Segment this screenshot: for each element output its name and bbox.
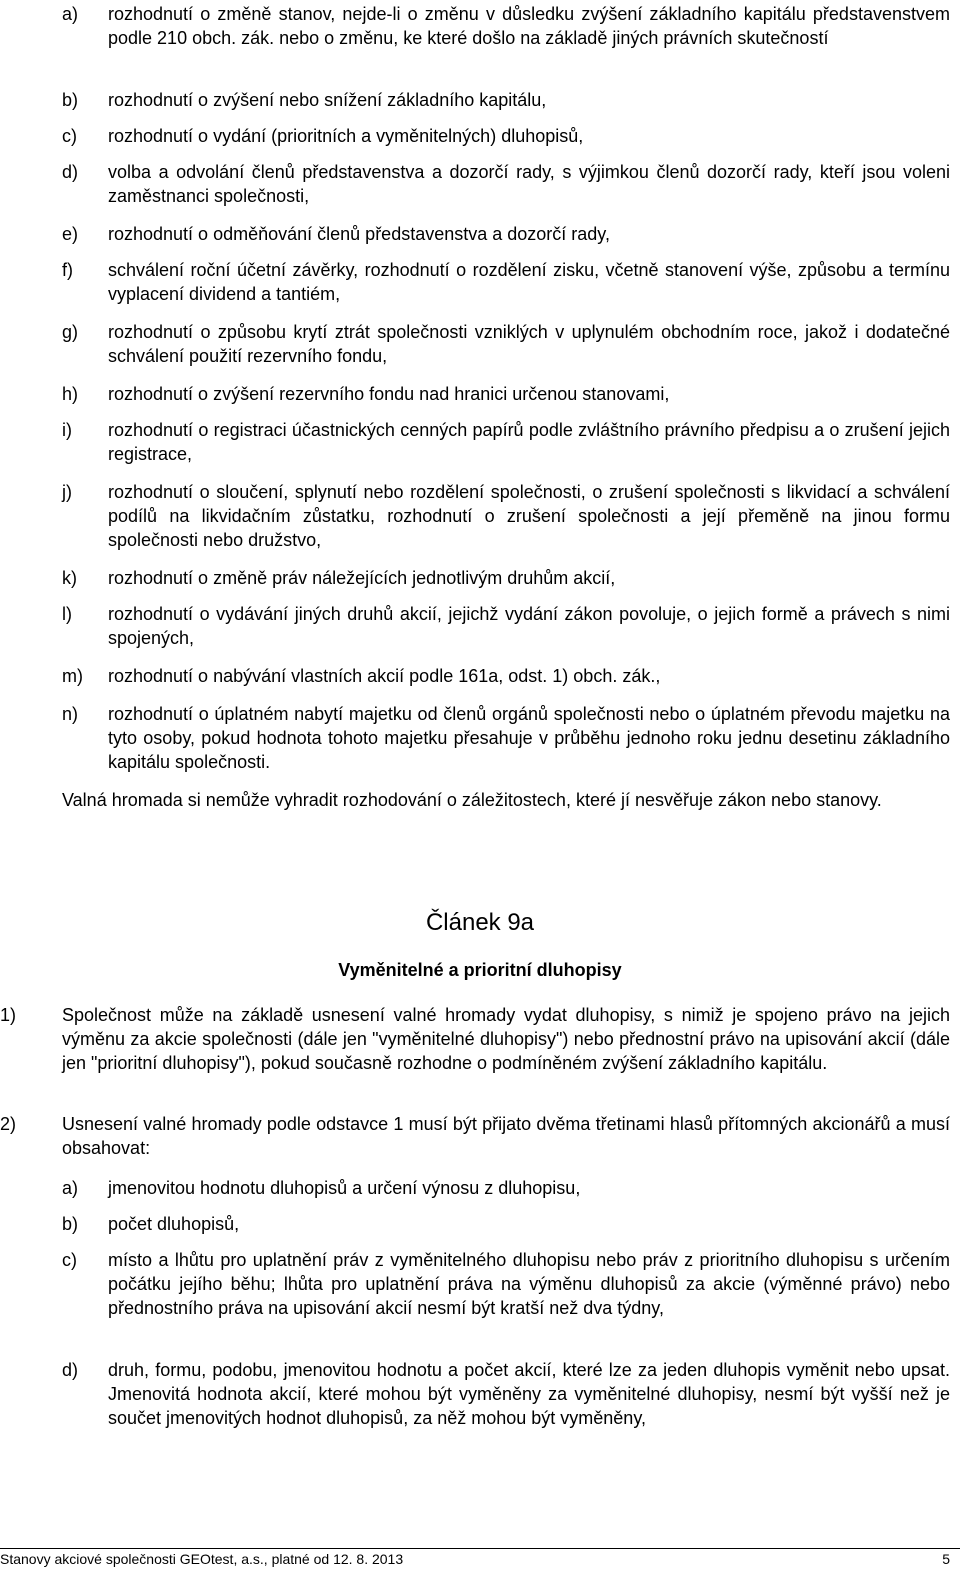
numbered-paragraph (0, 1112, 950, 1160)
sub-list-text: druh, formu, podobu, jmenovitou hodnotu a počet akcií, které lze za jeden dluhopis vyměnit nebo upsat. Jmenovitá hodnota akcií, které mohou být vyměněny za vyměnitelné dluhopisy, nesmí být vyšší než je součet jmenovitých hodnot dluhopisů, za něž mohou být vyměněny, (108, 1360, 950, 1428)
list-item-label: m) (62, 666, 83, 686)
sub-list-item (62, 1212, 950, 1236)
sub-list-text: jmenovitou hodnotu dluhopisů a určení výnosu z dluhopisu, (108, 1178, 581, 1198)
list-item-text: rozhodnutí o vydávání jiných druhů akcií, jejichž vydání zákon povoluje, o jejich formě a právech s nimi spojených, (108, 604, 950, 648)
list-item-text: rozhodnutí o zvýšení rezervního fondu nad hranici určenou stanovami, (108, 384, 670, 404)
footer-divider (0, 1548, 960, 1549)
sub-list-text: místo a lhůtu pro uplatnění práv z vyměnitelného dluhopisu nebo práv z prioritního dluhopisu s určením počátku jejího běhu; lhůta pro uplatnění práva na výměnu dluhopisů za akcie (výměnné právo) nebo přednostního práva na upisování akcií nesmí být kratší než dva týdny, (108, 1250, 950, 1318)
list-item-label: i) (62, 420, 72, 440)
list-item (62, 382, 950, 406)
list-item (62, 602, 950, 650)
list-item (62, 566, 950, 590)
list-item-label: d) (62, 162, 79, 182)
sub-list-item (62, 1176, 950, 1200)
list-item-label: j) (62, 482, 72, 502)
list-item (62, 160, 950, 208)
list-item-label: k) (62, 568, 77, 588)
list-item-text: rozhodnutí o způsobu krytí ztrát společnosti vzniklých v uplynulém obchodním roce, jakož i dodatečné schválení použití rezervního fondu, (108, 322, 950, 366)
list-item (62, 2, 950, 50)
list-item-text: volba a odvolání členů představenstva a dozorčí rady, s výjimkou členů dozorčí rady, kteří jsou voleni zaměstnanci společnosti, (108, 162, 950, 206)
list-item-label: b) (62, 90, 79, 110)
list-item (62, 418, 950, 466)
list-item (62, 258, 950, 306)
list-item-text: rozhodnutí o nabývání vlastních akcií podle 161a, odst. 1) obch. zák., (108, 666, 661, 686)
sub-list-label: b) (62, 1214, 79, 1234)
list-item-text: rozhodnutí o změně stanov, nejde-li o změnu v důsledku zvýšení základního kapitálu představenstvem podle 210 obch. zák. nebo o změnu, ke které došlo na základě jiných právních skutečností (108, 4, 950, 48)
list-item-text: rozhodnutí o registraci účastnických cenných papírů podle zvláštního právního předpisu a o zrušení jejich registrace, (108, 420, 950, 464)
list-item (62, 664, 950, 688)
list-item-label: h) (62, 384, 79, 404)
numbered-paragraph (0, 1003, 950, 1075)
list-item-text: rozhodnutí o změně práv náležejících jednotlivým druhům akcií, (108, 568, 616, 588)
list-item (62, 480, 950, 552)
paragraph-text: Společnost může na základě usnesení valné hromady vydat dluhopisy, s nimiž je spojeno právo na jejich výměnu za akcie společnosti (dále jen "vyměnitelné dluhopisy") nebo přednostní právo na upisování akcií (dále jen "prioritní dluhopisy"), pokud současně rozhodne o podmíněném zvýšení základního kapitálu. (62, 1005, 950, 1073)
article-subtitle: Vyměnitelné a prioritní dluhopisy (338, 960, 622, 980)
list-item-text: rozhodnutí o odměňování členů představenstva a dozorčí rady, (108, 224, 610, 244)
list-item (62, 88, 950, 112)
paragraph-number: 1) (0, 1005, 17, 1025)
paragraph-text: Usnesení valné hromady podle odstavce 1 musí být přijato dvěma třetinami hlasů přítomných akcionářů a musí obsahovat: (62, 1114, 950, 1158)
page-number: 5 (942, 1551, 950, 1567)
sub-list-item (62, 1248, 950, 1320)
list-item (62, 320, 950, 368)
closing-paragraph: Valná hromada si nemůže vyhradit rozhodování o záležitostech, které jí nesvěřuje zákon nebo stanovy. (62, 790, 882, 810)
sub-list-label: d) (62, 1360, 79, 1380)
article-title: Článek 9a (425, 909, 535, 936)
list-item-label: a) (62, 4, 79, 24)
list-item-text: rozhodnutí o sloučení, splynutí nebo rozdělení společnosti, o zrušení společnosti s likvidací a schválení podílů na likvidačním zůstatku, rozhodnutí o zrušení společnosti a její přeměně na jinou formu společnosti nebo družstvo, (108, 482, 950, 550)
list-item-label: e) (62, 224, 79, 244)
sub-list-label: c) (62, 1250, 77, 1270)
list-item (62, 702, 950, 774)
footer-text: Stanovy akciové společnosti GEOtest, a.s., platné od 12. 8. 2013 (0, 1551, 404, 1567)
list-item-label: g) (62, 322, 79, 342)
page-footer (0, 1550, 950, 1568)
list-item-label: n) (62, 704, 79, 724)
list-item-text: rozhodnutí o úplatném nabytí majetku od členů orgánů společnosti nebo o úplatném převodu majetku na tyto osoby, pokud hodnota tohoto majetku přesahuje v průběhu jednoho roku jednu desetinu základního kapitálu společnosti. (108, 704, 950, 772)
sub-list-label: a) (62, 1178, 79, 1198)
list-item-label: c) (62, 126, 77, 146)
sub-list-text: počet dluhopisů, (108, 1214, 240, 1234)
paragraph-number: 2) (0, 1114, 17, 1134)
sub-list-item (62, 1358, 950, 1430)
list-item-text: schválení roční účetní závěrky, rozhodnutí o rozdělení zisku, včetně stanovení výše, způsobu a termínu vyplacení dividend a tantiém, (108, 260, 950, 304)
list-item-text: rozhodnutí o zvýšení nebo snížení základního kapitálu, (108, 90, 547, 110)
list-item (62, 222, 950, 246)
list-item-text: rozhodnutí o vydání (prioritních a vyměnitelných) dluhopisů, (108, 126, 584, 146)
list-item-label: f) (62, 260, 73, 280)
list-item-label: l) (62, 604, 72, 624)
list-item (62, 124, 950, 148)
